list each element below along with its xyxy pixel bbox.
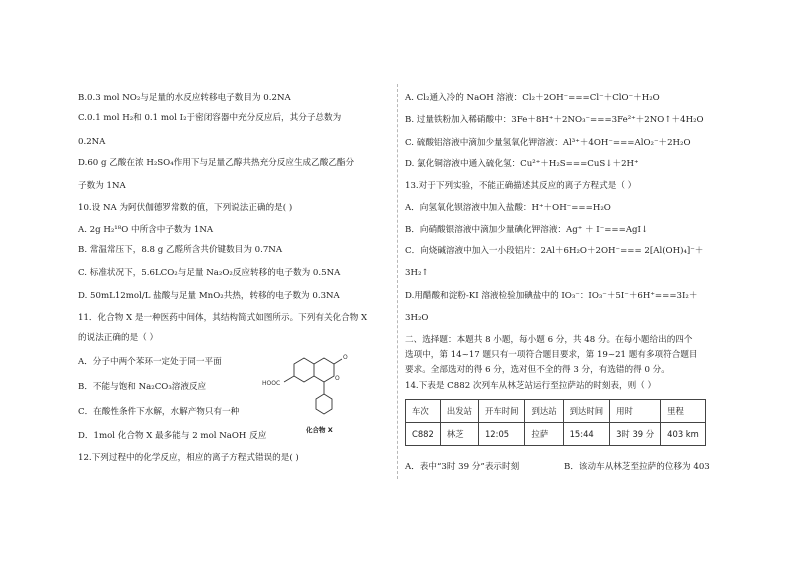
q9-option-c: C.0.1 mol H₂和 0.1 mol I₂于密闭容器中充分反应后，其分子总数为: [78, 113, 342, 123]
section2-instructions: 二、选择题：本题共 8 小题，每小题 6 分，共 48 分。在每小题给出的四个: [405, 335, 693, 345]
section2-instructions-cont1: 选项中，第 14~17 题只有一项符合题目要求，第 19~21 题有多项符合题目: [405, 350, 698, 360]
q11-option-d: D．1mol 化合物 X 最多能与 2 mol NaOH 反应: [78, 431, 267, 441]
q11-option-a: A．分子中两个苯环一定处于同一平面: [78, 357, 222, 367]
q9-option-b: B.0.3 mol NO₂与足量的水反应转移电子数目为 0.2NA: [78, 93, 291, 103]
q13-option-a: A．向氢氧化钡溶液中加入盐酸：H⁺＋OH⁻===H₂O: [405, 203, 611, 213]
train-timetable: [405, 399, 706, 446]
q12-option-a: A. Cl₂通入冷的 NaOH 溶液：Cl₂＋2OH⁻===Cl⁻＋ClO⁻＋H₂O: [405, 93, 660, 103]
q14-option-a: A．表中“3时 39 分”表示时刻: [405, 462, 520, 472]
table-cell: 403 km: [661, 423, 706, 446]
table-header-cell: 到达站: [525, 400, 563, 423]
q13-stem: 13.对于下列实验，不能正确描述其反应的离子方程式是（ ）: [405, 181, 637, 191]
table-row: [406, 423, 706, 446]
q10-option-a: A. 2g H₂¹⁸O 中所含中子数为 1NA: [78, 225, 214, 235]
svg-text:O: O: [335, 375, 340, 382]
hooc-group-label: HOOC: [262, 380, 281, 387]
q12-option-c: C. 硫酸铝溶液中滴加少量氢氧化钾溶液：Al³⁺＋4OH⁻===AlO₂⁻＋2H₂O: [405, 138, 691, 148]
q10-option-c: C. 标准状况下，5.6LCO₂与足量 Na₂O₂反应转移的电子数为 0.5NA: [78, 268, 341, 278]
svg-text:O: O: [343, 354, 348, 361]
q12-stem: 12.下列过程中的化学反应，相应的离子方程式错误的是( ): [78, 453, 299, 463]
table-cell: 拉萨: [525, 423, 563, 446]
table-header-cell: 里程: [661, 400, 706, 423]
table-cell: 15:44: [563, 423, 610, 446]
table-header-cell: 到达时间: [563, 400, 610, 423]
q13-option-c: C．向烧碱溶液中加入一小段铝片：2Al＋6H₂O＋2OH⁻=== 2[Al(OH)₄]⁻＋: [405, 246, 704, 256]
q14-stem: 14.下表是 C882 次列车从林芝站运行至拉萨站的时刻表，则（ ）: [405, 381, 657, 391]
q11-option-c: C．在酸性条件下水解，水解产物只有一种: [78, 407, 240, 417]
q13-option-b: B．向硝酸银溶液中滴加少量碘化钾溶液：Ag⁺ ＋ I⁻===AgI↓: [405, 225, 649, 235]
column-divider: [397, 84, 398, 479]
q12-option-d: D. 氯化铜溶液中通入硫化氢：Cu²⁺＋H₂S===CuS↓＋2H⁺: [405, 159, 639, 169]
q10-stem: 10.设 NA 为阿伏伽德罗常数的值，下列说法正确的是( ): [78, 203, 293, 213]
table-header-cell: 开车时间: [478, 400, 525, 423]
table-header-cell: 车次: [406, 400, 441, 423]
q11-stem: 11．化合物 X 是一种医药中间体，其结构简式如图所示。下列有关化合物 X: [78, 313, 368, 323]
compound-x-structure: [262, 348, 350, 438]
q10-option-d: D. 50mL12mol/L 盐酸与足量 MnO₂共热，转移的电子数为 0.3NA: [78, 291, 340, 301]
q13-option-d: D.用醋酸和淀粉-KI 溶液检验加碘盐中的 IO₃⁻：IO₃⁻＋5I⁻＋6H⁺===3I₂＋: [405, 291, 698, 301]
q14-option-b: B．该动车从林芝至拉萨的位移为 403: [564, 462, 710, 472]
table-cell: 3时 39 分: [610, 423, 661, 446]
q12-option-b: B. 过量铁粉加入稀硝酸中：3Fe＋8H⁺＋2NO₃⁻===3Fe²⁺＋2NO↑＋4H₂O: [405, 115, 704, 125]
table-header-cell: 出发站: [440, 400, 478, 423]
table-header-cell: 用时: [610, 400, 661, 423]
q9-option-c-cont: 0.2NA: [78, 137, 106, 147]
q9-option-d: D.60 g 乙酸在浓 H₂SO₄作用下与足量乙醇共热充分反应生成乙酸乙酯分: [78, 158, 355, 168]
section2-instructions-cont2: 要求。全部选对的得 6 分，选对但不全的得 3 分，有选错的得 0 分。: [405, 365, 670, 375]
q13-option-c-cont: 3H₂↑: [405, 268, 429, 278]
table-cell: 林芝: [440, 423, 478, 446]
table-cell: 12:05: [478, 423, 525, 446]
q9-option-d-cont: 子数为 1NA: [78, 181, 126, 191]
compound-x-label: 化合物 X: [306, 426, 333, 434]
table-header-row: [406, 400, 706, 423]
table-cell: C882: [406, 423, 441, 446]
q13-option-d-cont: 3H₂O: [405, 313, 429, 323]
q11-option-b: B．不能与饱和 Na₂CO₃溶液反应: [78, 382, 207, 392]
q11-stem-cont: 的说法正确的是（ ）: [78, 333, 159, 343]
q10-option-b: B. 常温常压下，8.8 g 乙醛所含共价键数目为 0.7NA: [78, 245, 283, 255]
